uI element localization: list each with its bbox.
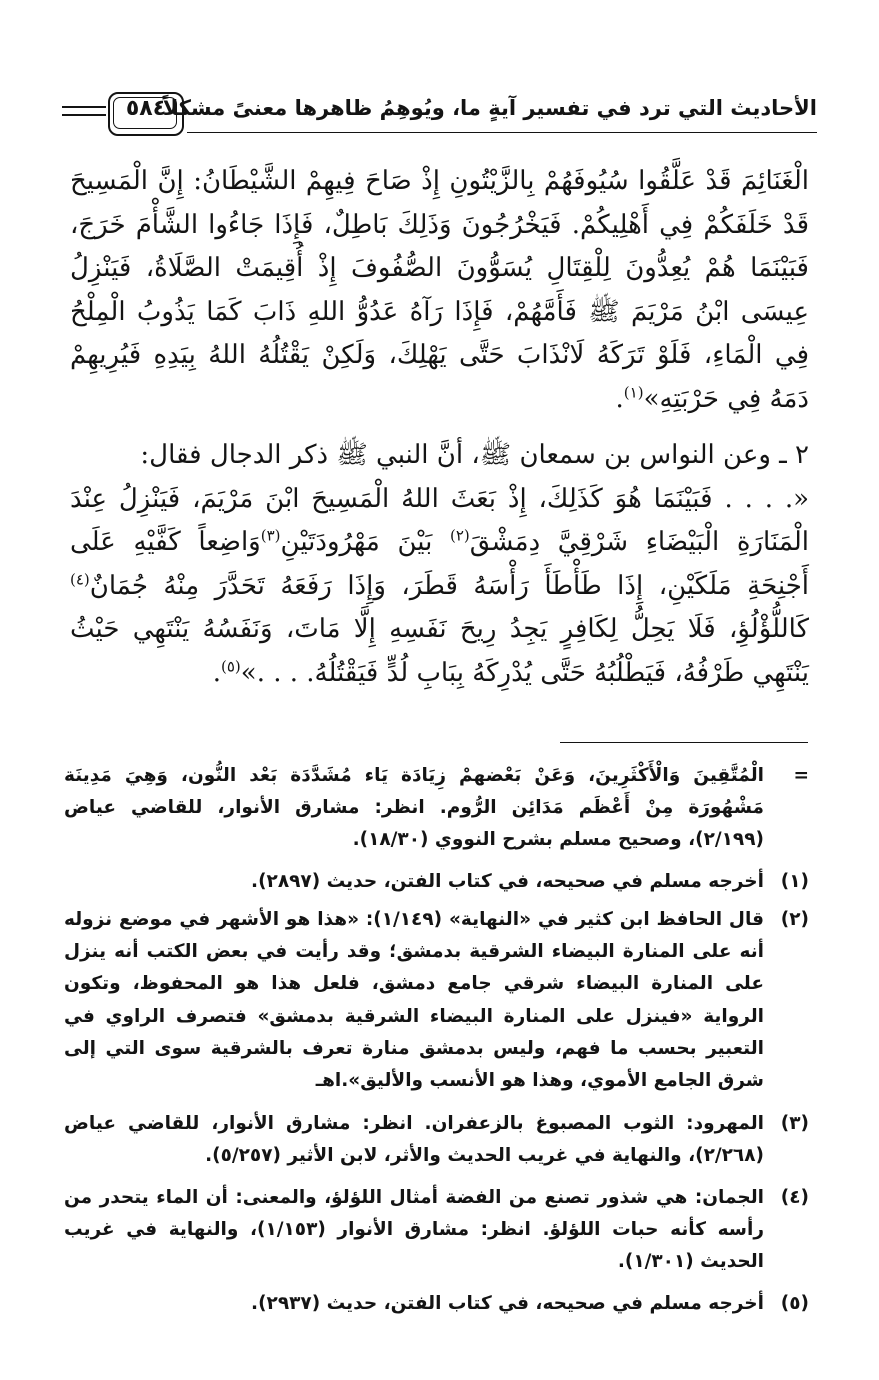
footnote-continuation-text: الْمُتَّقِينَ وَالْأَكْثَرِينَ، وَعَنْ بَعْضهمْ زِيَادَة يَاء مُشَدَّدَة بَعْد النُّون، وَهِيَ مَدِينَة مَشْهُورَة مِنْ أَعْظَم مَدَائِن الرُّوم. انظر: مشارق الأنوار، للقاضي عياض (٢/١٩٩)، وصحيح مسلم بشرح النووي (١٨/٣٠). (64, 765, 764, 851)
hadith-text-part-3: وَاضِعاً كَفَّيْهِ عَلَى أَجْنِحَةِ مَلَكَيْنِ، إِذَا طَأْطَأَ رَأْسَهُ قَطَرَ، وَإِذَا رَفَعَهُ تَحَدَّرَ مِنْهُ جُمَانٌ (70, 527, 809, 601)
hadith-text-part-1: «. . . . فَبَيْنَمَا هُوَ كَذَلِكَ، إِذْ بَعَثَ اللهُ الْمَسِيحَ ابْنَ مَرْيَمَ، فَيَنْزِلُ عِنْدَ الْمَنَارَةِ الْبَيْضَاءِ شَرْقِيَّ دِمَشْقَ (70, 483, 809, 557)
footnote-4 (64, 1182, 809, 1279)
footnote-5 (64, 1288, 809, 1320)
footnote-ref-3: (٣) (260, 526, 281, 545)
footnote-5-text: أخرجه مسلم في صحيحه، في كتاب الفتن، حديث (٢٩٣٧). (251, 1293, 764, 1314)
header-title: الأحاديث التي ترد في تفسير آيةٍ ما، ويُوهِمُ ظاهرها معنىً مشكلاً (162, 96, 817, 120)
footnote-continuation-mark: = (793, 765, 809, 786)
paragraph-1-text: الْغَنَائِمَ قَدْ عَلَّقُوا سُيُوفَهُمْ بِالزَّيْتُونِ إِذْ صَاحَ فِيهِمْ الشَّيْطَانُ: إِنَّ الْمَسِيحَ قَدْ خَلَفَكُمْ فِي أَهْلِيكُمْ. فَيَخْرُجُونَ وَذَلِكَ بَاطِلٌ، فَإِذَا جَاءُوا الشَّأْمَ خَرَجَ، فَبَيْنَمَا هُمْ يُعِدُّونَ لِلْقِتَالِ يُسَوُّونَ الصُّفُوفَ إِذْ أُقِيمَتْ الصَّلَاةُ، فَيَنْزِلُ عِيسَى ابْنُ مَرْيَمَ ﷺ فَأَمَّهُمْ، فَإِذَا رَآهُ عَدُوُّ اللهِ ذَابَ كَمَا يَذُوبُ الْمِلْحُ فِي الْمَاءِ، فَلَوْ تَرَكَهُ لَانْذَابَ حَتَّى يَهْلِكَ، وَلَكِنْ يَقْتُلُهُ اللهُ بِيَدِهِ فَيُرِيهِمْ دَمَهُ فِي حَرْبَتِهِ» (70, 166, 809, 414)
header-double-rule-top (62, 106, 106, 108)
hadith-text-part-2: بَيْنَ مَهْرُودَتَيْنِ (280, 527, 450, 557)
footnote-separator (560, 742, 808, 743)
header-rule (187, 132, 817, 133)
running-header (62, 92, 817, 140)
page-number: ٥٨٤ (125, 96, 167, 121)
footnote-ref-2: (٢) (449, 526, 470, 545)
footnote-3 (64, 1108, 809, 1172)
footnote-2-text: قال الحافظ ابن كثير في «النهاية» (١/١٤٩): «هذا هو الأشهر في موضع نزوله أنه على المنارة البيضاء الشرقية بدمشق؛ وقد رأيت في بعض الكتب أنه ينزل على المنارة البيضاء شرقي جامع دمشق، فلعل هذا هو المحفوظ، وتكون الرواية «فينزل على المنارة البيضاء الشرقية بدمشق» فتصرف الراوي في التعبير بحسب ما فهم، وليس بدمشق منارة تعرف بالشرقية سوى التي إلى شرق الجامع الأموي، وهذا هو الأنسب والأليق».اهـ (64, 909, 764, 1092)
footnote-5-mark: (٥) (780, 1293, 809, 1314)
paragraph-2-intro: ٢ ـ وعن النواس بن سمعان ﷺ، أنَّ النبي ﷺ ذكر الدجال فقال: (140, 440, 809, 470)
footnote-1-text: أخرجه مسلم في صحيحه، في كتاب الفتن، حديث (٢٨٩٧). (251, 871, 764, 892)
footnote-ref-1: (١) (623, 382, 644, 401)
footnote-3-mark: (٣) (780, 1113, 809, 1134)
footnote-1-mark: (١) (780, 871, 809, 892)
footnote-ref-5: (٥) (221, 656, 241, 675)
footnote-2-mark: (٢) (780, 909, 809, 930)
footnote-4-mark: (٤) (780, 1187, 809, 1208)
footnote-4-text: الجمان: هي شذور تصنع من الفضة أمثال اللؤلؤ، والمعنى: أن الماء يتحدر من رأسه كأنه حبات اللؤلؤ. انظر: مشارق الأنوار (١/١٥٣)، والنهاية في غريب الحديث (١/٣٠١). (64, 1187, 764, 1273)
footnote-continuation (64, 760, 809, 857)
footnote-1 (64, 866, 809, 898)
body-paragraph-1: الْغَنَائِمَ قَدْ عَلَّقُوا سُيُوفَهُمْ بِالزَّيْتُونِ إِذْ صَاحَ فِيهِمْ الشَّيْطَانُ: إِنَّ الْمَسِيحَ قَدْ خَلَفَكُمْ فِي أَهْلِيكُمْ. فَيَخْرُجُونَ وَذَلِكَ بَاطِلٌ، فَإِذَا جَاءُوا الشَّأْمَ خَرَجَ، فَبَيْنَمَا هُمْ يُعِدُّونَ لِلْقِتَالِ يُسَوُّونَ الصُّفُوفَ إِذْ أُقِيمَتْ الصَّلَاةُ، فَيَنْزِلُ عِيسَى ابْنُ مَرْيَمَ ﷺ فَأَمَّهُمْ، فَإِذَا رَآهُ عَدُوُّ اللهِ ذَابَ كَمَا يَذُوبُ الْمِلْحُ فِي الْمَاءِ، فَلَوْ تَرَكَهُ لَانْذَابَ حَتَّى يَهْلِكَ، وَلَكِنْ يَقْتُلُهُ اللهُ بِيَدِهِ فَيُرِيهِمْ دَمَهُ فِي حَرْبَتِهِ»$^{(١)}$. (70, 166, 809, 414)
footnote-2 (64, 904, 809, 1097)
footnote-3-text: المهرود: الثوب المصبوغ بالزعفران. انظر: مشارق الأنوار، للقاضي عياض (٢/٢٦٨)، والنهاية في غريب الحديث والأثر، لابن الأثير (٥/٢٥٧). (64, 1113, 764, 1167)
header-double-rule-bottom (62, 114, 106, 116)
body-paragraph-2: ٢ ـ وعن النواس بن سمعان ﷺ، أنَّ النبي ﷺ ذكر الدجال فقال: «. . . . فَبَيْنَمَا هُوَ كَذَلِكَ، إِذْ بَعَثَ اللهُ الْمَسِيحَ ابْنَ مَرْيَمَ، فَيَنْزِلُ عِنْدَ الْمَنَارَةِ الْبَيْضَاءِ شَرْقِيَّ دِمَشْقَ$^{(٢)}$ بَيْنَ مَهْرُودَتَيْنِ$^{(٣)}$وَاضِعاً كَفَّيْهِ عَلَى أَجْنِحَةِ مَلَكَيْنِ، إِذَا طَأْطَأَ رَأْسَهُ قَطَرَ، وَإِذَا رَفَعَهُ تَحَدَّرَ مِنْهُ جُمَانٌ$^{(٤)}$ كَاللُّؤْلُؤِ، فَلَا يَحِلُّ لِكَافِرٍ يَجِدُ رِيحَ نَفَسِهِ إِلَّا مَاتَ، وَنَفَسُهُ يَنْتَهِي حَيْثُ يَنْتَهِي طَرْفُهُ، فَيَطْلُبُهُ حَتَّى يُدْرِكَهُ بِبَابِ لُدٍّ فَيَقْتُلُهُ. . . .»$^{(٥)}$. (70, 434, 809, 695)
footnote-ref-4: (٤) (70, 569, 90, 588)
hadith-text-part-4: كَاللُّؤْلُؤِ، فَلَا يَحِلُّ لِكَافِرٍ يَجِدُ رِيحَ نَفَسِهِ إِلَّا مَاتَ، وَنَفَسُهُ يَنْتَهِي حَيْثُ يَنْتَهِي طَرْفُهُ، فَيَطْلُبُهُ حَتَّى يُدْرِكَهُ بِبَابِ لُدٍّ فَيَقْتُلُهُ. . . .» (70, 614, 809, 688)
